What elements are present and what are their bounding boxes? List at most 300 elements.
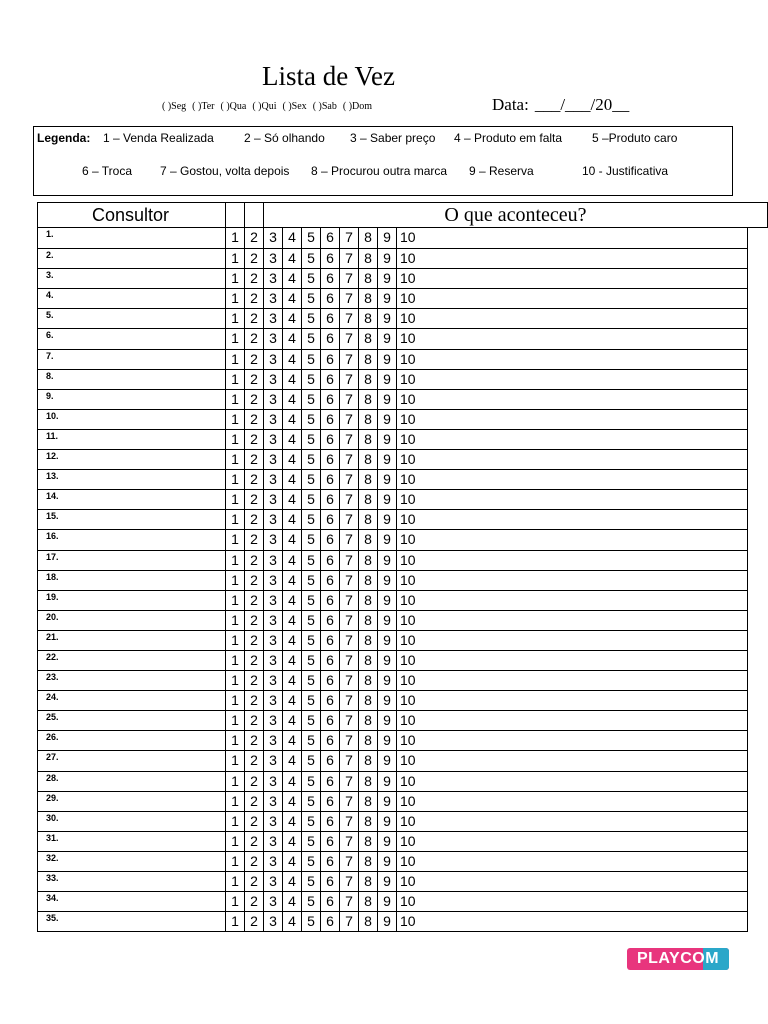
outcome-code-cell[interactable]: 1 [226, 651, 245, 670]
outcome-code-cell[interactable]: 7 [340, 510, 359, 529]
outcome-code-cell[interactable]: 10 [400, 350, 416, 367]
outcome-code-cell[interactable]: 8 [359, 631, 378, 650]
outcome-code-cell[interactable]: 3 [264, 772, 283, 791]
outcome-code-cell[interactable]: 1 [226, 249, 245, 268]
outcome-code-cell[interactable]: 2 [245, 350, 264, 369]
outcome-code-cell[interactable]: 8 [359, 872, 378, 891]
outcome-code-cell[interactable]: 9 [378, 591, 397, 610]
outcome-code-cell[interactable]: 6 [321, 490, 340, 509]
row-number[interactable]: 30. [38, 812, 226, 831]
outcome-code-cell[interactable]: 4 [283, 249, 302, 268]
outcome-code-cell[interactable]: 6 [321, 249, 340, 268]
outcome-code-cell[interactable]: 1 [226, 751, 245, 770]
outcome-code-cell[interactable]: 2 [245, 329, 264, 348]
outcome-code-cell[interactable]: 4 [283, 772, 302, 791]
outcome-code-cell[interactable]: 6 [321, 269, 340, 288]
outcome-code-cell[interactable]: 8 [359, 510, 378, 529]
row-number[interactable]: 20. [38, 611, 226, 630]
outcome-code-cell[interactable]: 1 [226, 470, 245, 489]
outcome-code-cell[interactable]: 4 [283, 591, 302, 610]
outcome-code-cell[interactable]: 9 [378, 530, 397, 549]
outcome-code-cell[interactable]: 7 [340, 912, 359, 931]
outcome-code-cell[interactable]: 1 [226, 350, 245, 369]
row-number[interactable]: 27. [38, 751, 226, 770]
outcome-code-cell[interactable]: 8 [359, 571, 378, 590]
outcome-code-cell[interactable]: 7 [340, 571, 359, 590]
row-number[interactable]: 5. [38, 309, 226, 328]
outcome-code-cell[interactable]: 5 [302, 892, 321, 911]
outcome-code-cell[interactable]: 1 [226, 410, 245, 429]
outcome-code-cell[interactable]: 10 [400, 651, 416, 668]
outcome-code-cell[interactable]: 4 [283, 571, 302, 590]
outcome-code-cell[interactable]: 8 [359, 289, 378, 308]
outcome-code-cell[interactable]: 2 [245, 711, 264, 730]
outcome-code-cell[interactable]: 6 [321, 812, 340, 831]
outcome-code-cell[interactable]: 9 [378, 872, 397, 891]
outcome-code-cell[interactable]: 9 [378, 731, 397, 750]
outcome-code-cell[interactable]: 10 [400, 611, 416, 628]
outcome-code-cell[interactable]: 1 [226, 912, 245, 931]
outcome-code-cell[interactable]: 2 [245, 430, 264, 449]
outcome-code-cell[interactable]: 8 [359, 490, 378, 509]
outcome-code-cell[interactable]: 8 [359, 711, 378, 730]
outcome-code-cell[interactable]: 10 [400, 893, 416, 910]
outcome-code-cell[interactable]: 2 [245, 370, 264, 389]
outcome-code-cell[interactable]: 7 [340, 751, 359, 770]
outcome-code-cell[interactable]: 1 [226, 370, 245, 389]
outcome-code-cell[interactable]: 9 [378, 289, 397, 308]
outcome-code-cell[interactable]: 9 [378, 249, 397, 268]
outcome-code-cell[interactable]: 3 [264, 450, 283, 469]
outcome-code-cell[interactable]: 7 [340, 370, 359, 389]
outcome-code-cell[interactable]: 9 [378, 691, 397, 710]
outcome-code-cell[interactable]: 10 [400, 551, 416, 568]
outcome-code-cell[interactable]: 3 [264, 490, 283, 509]
outcome-code-cell[interactable]: 4 [283, 792, 302, 811]
weekday-option[interactable]: ( )Sex [282, 101, 307, 112]
outcome-code-cell[interactable]: 9 [378, 309, 397, 328]
outcome-code-cell[interactable]: 2 [245, 410, 264, 429]
outcome-code-cell[interactable]: 8 [359, 731, 378, 750]
outcome-code-cell[interactable]: 1 [226, 631, 245, 650]
outcome-code-cell[interactable]: 8 [359, 329, 378, 348]
outcome-code-cell[interactable]: 3 [264, 289, 283, 308]
outcome-code-cell[interactable]: 1 [226, 571, 245, 590]
outcome-code-cell[interactable]: 3 [264, 832, 283, 851]
outcome-code-cell[interactable]: 10 [400, 672, 416, 689]
weekday-option[interactable]: ( )Sab [312, 101, 337, 112]
outcome-code-cell[interactable]: 2 [245, 510, 264, 529]
outcome-code-cell[interactable]: 9 [378, 470, 397, 489]
outcome-code-cell[interactable]: 8 [359, 450, 378, 469]
outcome-code-cell[interactable]: 5 [302, 591, 321, 610]
outcome-code-cell[interactable]: 2 [245, 249, 264, 268]
outcome-code-cell[interactable]: 1 [226, 289, 245, 308]
outcome-code-cell[interactable]: 10 [400, 471, 416, 488]
outcome-code-cell[interactable]: 4 [283, 410, 302, 429]
outcome-code-cell[interactable]: 1 [226, 872, 245, 891]
outcome-code-cell[interactable]: 2 [245, 832, 264, 851]
outcome-code-cell[interactable]: 9 [378, 852, 397, 871]
outcome-code-cell[interactable]: 7 [340, 872, 359, 891]
outcome-code-cell[interactable]: 4 [283, 350, 302, 369]
outcome-code-cell[interactable]: 7 [340, 852, 359, 871]
row-number[interactable]: 2. [38, 249, 226, 268]
outcome-code-cell[interactable]: 3 [264, 390, 283, 409]
outcome-code-cell[interactable]: 3 [264, 470, 283, 489]
outcome-code-cell[interactable]: 5 [302, 510, 321, 529]
row-number[interactable]: 19. [38, 591, 226, 610]
outcome-code-cell[interactable]: 9 [378, 772, 397, 791]
outcome-code-cell[interactable]: 8 [359, 832, 378, 851]
outcome-code-cell[interactable]: 6 [321, 671, 340, 690]
outcome-code-cell[interactable]: 6 [321, 289, 340, 308]
outcome-code-cell[interactable]: 8 [359, 772, 378, 791]
outcome-code-cell[interactable]: 1 [226, 731, 245, 750]
outcome-code-cell[interactable]: 5 [302, 832, 321, 851]
outcome-code-cell[interactable]: 5 [302, 611, 321, 630]
outcome-code-cell[interactable]: 1 [226, 490, 245, 509]
outcome-code-cell[interactable]: 7 [340, 792, 359, 811]
row-number[interactable]: 11. [38, 430, 226, 449]
outcome-code-cell[interactable]: 6 [321, 530, 340, 549]
outcome-code-cell[interactable]: 10 [400, 812, 416, 829]
outcome-code-cell[interactable]: 6 [321, 350, 340, 369]
outcome-code-cell[interactable]: 1 [226, 772, 245, 791]
outcome-code-cell[interactable]: 3 [264, 651, 283, 670]
outcome-code-cell[interactable]: 6 [321, 430, 340, 449]
outcome-code-cell[interactable]: 9 [378, 912, 397, 931]
outcome-code-cell[interactable]: 8 [359, 651, 378, 670]
outcome-code-cell[interactable]: 10 [400, 571, 416, 588]
outcome-code-cell[interactable]: 1 [226, 309, 245, 328]
outcome-code-cell[interactable]: 4 [283, 470, 302, 489]
row-number[interactable]: 23. [38, 671, 226, 690]
outcome-code-cell[interactable]: 3 [264, 410, 283, 429]
outcome-code-cell[interactable]: 4 [283, 731, 302, 750]
outcome-code-cell[interactable]: 7 [340, 390, 359, 409]
outcome-code-cell[interactable]: 5 [302, 329, 321, 348]
outcome-code-cell[interactable]: 2 [245, 530, 264, 549]
weekday-option[interactable]: ( )Ter [192, 101, 215, 112]
outcome-code-cell[interactable]: 6 [321, 852, 340, 871]
outcome-code-cell[interactable]: 1 [226, 450, 245, 469]
row-number[interactable]: 35. [38, 912, 226, 931]
outcome-code-cell[interactable]: 9 [378, 450, 397, 469]
outcome-code-cell[interactable]: 9 [378, 430, 397, 449]
outcome-code-cell[interactable]: 1 [226, 892, 245, 911]
outcome-code-cell[interactable]: 5 [302, 410, 321, 429]
outcome-code-cell[interactable]: 10 [400, 792, 416, 809]
outcome-code-cell[interactable]: 9 [378, 228, 397, 248]
outcome-code-cell[interactable]: 1 [226, 530, 245, 549]
outcome-code-cell[interactable]: 1 [226, 430, 245, 449]
outcome-code-cell[interactable]: 9 [378, 551, 397, 570]
row-number[interactable]: 29. [38, 792, 226, 811]
outcome-code-cell[interactable]: 4 [283, 832, 302, 851]
outcome-code-cell[interactable]: 7 [340, 530, 359, 549]
outcome-code-cell[interactable]: 3 [264, 872, 283, 891]
outcome-code-cell[interactable]: 6 [321, 611, 340, 630]
outcome-code-cell[interactable]: 7 [340, 892, 359, 911]
outcome-code-cell[interactable]: 10 [400, 873, 416, 889]
outcome-code-cell[interactable]: 6 [321, 309, 340, 328]
outcome-code-cell[interactable]: 1 [226, 390, 245, 409]
outcome-code-cell[interactable]: 2 [245, 591, 264, 610]
outcome-code-cell[interactable]: 10 [400, 692, 416, 709]
outcome-code-cell[interactable]: 10 [400, 330, 416, 347]
outcome-code-cell[interactable]: 7 [340, 691, 359, 710]
row-number[interactable]: 6. [38, 329, 226, 348]
outcome-code-cell[interactable]: 1 [226, 832, 245, 851]
outcome-code-cell[interactable]: 10 [400, 270, 416, 287]
outcome-code-cell[interactable]: 10 [400, 913, 416, 930]
outcome-code-cell[interactable]: 3 [264, 631, 283, 650]
outcome-code-cell[interactable]: 7 [340, 329, 359, 348]
outcome-code-cell[interactable]: 5 [302, 792, 321, 811]
outcome-code-cell[interactable]: 6 [321, 450, 340, 469]
outcome-code-cell[interactable]: 2 [245, 852, 264, 871]
outcome-code-cell[interactable]: 4 [283, 510, 302, 529]
row-number[interactable]: 10. [38, 410, 226, 429]
row-number[interactable]: 33. [38, 872, 226, 891]
outcome-code-cell[interactable]: 6 [321, 892, 340, 911]
outcome-code-cell[interactable]: 10 [400, 511, 416, 528]
outcome-code-cell[interactable]: 4 [283, 289, 302, 308]
row-number[interactable]: 1. [38, 228, 226, 248]
outcome-code-cell[interactable]: 3 [264, 852, 283, 871]
outcome-code-cell[interactable]: 2 [245, 872, 264, 891]
row-number[interactable]: 8. [38, 370, 226, 389]
outcome-code-cell[interactable]: 5 [302, 249, 321, 268]
outcome-code-cell[interactable]: 5 [302, 751, 321, 770]
outcome-code-cell[interactable]: 9 [378, 410, 397, 429]
outcome-code-cell[interactable]: 6 [321, 510, 340, 529]
outcome-code-cell[interactable]: 8 [359, 812, 378, 831]
outcome-code-cell[interactable]: 1 [226, 691, 245, 710]
outcome-code-cell[interactable]: 5 [302, 370, 321, 389]
outcome-code-cell[interactable]: 10 [400, 732, 416, 749]
outcome-code-cell[interactable]: 9 [378, 751, 397, 770]
outcome-code-cell[interactable]: 8 [359, 410, 378, 429]
outcome-code-cell[interactable]: 2 [245, 551, 264, 570]
outcome-code-cell[interactable]: 2 [245, 309, 264, 328]
outcome-code-cell[interactable]: 8 [359, 792, 378, 811]
outcome-code-cell[interactable]: 2 [245, 731, 264, 750]
outcome-code-cell[interactable]: 7 [340, 611, 359, 630]
outcome-code-cell[interactable]: 3 [264, 370, 283, 389]
outcome-code-cell[interactable]: 6 [321, 751, 340, 770]
outcome-code-cell[interactable]: 3 [264, 912, 283, 931]
outcome-code-cell[interactable]: 8 [359, 611, 378, 630]
outcome-code-cell[interactable]: 9 [378, 651, 397, 670]
outcome-code-cell[interactable]: 8 [359, 892, 378, 911]
outcome-code-cell[interactable]: 6 [321, 792, 340, 811]
outcome-code-cell[interactable]: 10 [400, 451, 416, 468]
outcome-code-cell[interactable]: 8 [359, 591, 378, 610]
row-number[interactable]: 26. [38, 731, 226, 750]
outcome-code-cell[interactable]: 10 [400, 631, 416, 648]
outcome-code-cell[interactable]: 6 [321, 832, 340, 851]
outcome-code-cell[interactable]: 4 [283, 812, 302, 831]
outcome-code-cell[interactable]: 9 [378, 792, 397, 811]
outcome-code-cell[interactable]: 8 [359, 350, 378, 369]
outcome-code-cell[interactable]: 7 [340, 309, 359, 328]
outcome-code-cell[interactable]: 2 [245, 611, 264, 630]
outcome-code-cell[interactable]: 2 [245, 912, 264, 931]
outcome-code-cell[interactable]: 7 [340, 490, 359, 509]
outcome-code-cell[interactable]: 7 [340, 430, 359, 449]
outcome-code-cell[interactable]: 1 [226, 812, 245, 831]
outcome-code-cell[interactable]: 10 [400, 430, 416, 447]
outcome-code-cell[interactable]: 1 [226, 510, 245, 529]
outcome-code-cell[interactable]: 7 [340, 591, 359, 610]
outcome-code-cell[interactable]: 3 [264, 329, 283, 348]
outcome-code-cell[interactable]: 9 [378, 671, 397, 690]
outcome-code-cell[interactable]: 10 [400, 229, 416, 245]
outcome-code-cell[interactable]: 5 [302, 390, 321, 409]
outcome-code-cell[interactable]: 8 [359, 249, 378, 268]
outcome-code-cell[interactable]: 9 [378, 571, 397, 590]
outcome-code-cell[interactable]: 4 [283, 309, 302, 328]
outcome-code-cell[interactable]: 9 [378, 370, 397, 389]
outcome-code-cell[interactable]: 1 [226, 269, 245, 288]
outcome-code-cell[interactable]: 1 [226, 551, 245, 570]
outcome-code-cell[interactable]: 7 [340, 711, 359, 730]
outcome-code-cell[interactable]: 5 [302, 671, 321, 690]
outcome-code-cell[interactable]: 2 [245, 390, 264, 409]
outcome-code-cell[interactable]: 2 [245, 631, 264, 650]
row-number[interactable]: 16. [38, 530, 226, 549]
outcome-code-cell[interactable]: 3 [264, 611, 283, 630]
outcome-code-cell[interactable]: 7 [340, 289, 359, 308]
row-number[interactable]: 9. [38, 390, 226, 409]
outcome-code-cell[interactable]: 5 [302, 691, 321, 710]
weekday-option[interactable]: ( )Qui [252, 101, 277, 112]
outcome-code-cell[interactable]: 1 [226, 329, 245, 348]
outcome-code-cell[interactable]: 2 [245, 289, 264, 308]
outcome-code-cell[interactable]: 3 [264, 530, 283, 549]
outcome-code-cell[interactable]: 6 [321, 651, 340, 670]
outcome-code-cell[interactable]: 8 [359, 309, 378, 328]
outcome-code-cell[interactable]: 5 [302, 470, 321, 489]
outcome-code-cell[interactable]: 4 [283, 530, 302, 549]
weekday-option[interactable]: ( )Seg [162, 101, 187, 112]
outcome-code-cell[interactable]: 6 [321, 228, 340, 248]
outcome-code-cell[interactable]: 10 [400, 752, 416, 769]
outcome-code-cell[interactable]: 2 [245, 691, 264, 710]
outcome-code-cell[interactable]: 4 [283, 551, 302, 570]
outcome-code-cell[interactable]: 4 [283, 691, 302, 710]
outcome-code-cell[interactable]: 4 [283, 912, 302, 931]
outcome-code-cell[interactable]: 2 [245, 470, 264, 489]
outcome-code-cell[interactable]: 7 [340, 812, 359, 831]
outcome-code-cell[interactable]: 3 [264, 430, 283, 449]
outcome-code-cell[interactable]: 6 [321, 329, 340, 348]
outcome-code-cell[interactable]: 10 [400, 410, 416, 427]
outcome-code-cell[interactable]: 5 [302, 530, 321, 549]
outcome-code-cell[interactable]: 8 [359, 530, 378, 549]
outcome-code-cell[interactable]: 3 [264, 269, 283, 288]
row-number[interactable]: 21. [38, 631, 226, 650]
outcome-code-cell[interactable]: 6 [321, 370, 340, 389]
outcome-code-cell[interactable]: 2 [245, 792, 264, 811]
outcome-code-cell[interactable]: 3 [264, 228, 283, 248]
outcome-code-cell[interactable]: 5 [302, 852, 321, 871]
outcome-code-cell[interactable]: 7 [340, 269, 359, 288]
outcome-code-cell[interactable]: 10 [400, 591, 416, 608]
outcome-code-cell[interactable]: 8 [359, 390, 378, 409]
outcome-code-cell[interactable]: 6 [321, 912, 340, 931]
outcome-code-cell[interactable]: 3 [264, 249, 283, 268]
outcome-code-cell[interactable]: 5 [302, 450, 321, 469]
outcome-code-cell[interactable]: 4 [283, 228, 302, 248]
outcome-code-cell[interactable]: 10 [400, 712, 416, 729]
outcome-code-cell[interactable]: 5 [302, 872, 321, 891]
outcome-code-cell[interactable]: 6 [321, 711, 340, 730]
outcome-code-cell[interactable]: 4 [283, 751, 302, 770]
outcome-code-cell[interactable]: 2 [245, 651, 264, 670]
outcome-code-cell[interactable]: 7 [340, 350, 359, 369]
outcome-code-cell[interactable]: 10 [400, 772, 416, 789]
outcome-code-cell[interactable]: 5 [302, 551, 321, 570]
outcome-code-cell[interactable]: 3 [264, 691, 283, 710]
weekday-option[interactable]: ( )Qua [220, 101, 247, 112]
outcome-code-cell[interactable]: 6 [321, 470, 340, 489]
outcome-code-cell[interactable]: 10 [400, 370, 416, 387]
outcome-code-cell[interactable]: 5 [302, 228, 321, 248]
outcome-code-cell[interactable]: 2 [245, 490, 264, 509]
outcome-code-cell[interactable]: 5 [302, 731, 321, 750]
outcome-code-cell[interactable]: 1 [226, 228, 245, 248]
outcome-code-cell[interactable]: 5 [302, 912, 321, 931]
outcome-code-cell[interactable]: 7 [340, 631, 359, 650]
row-number[interactable]: 22. [38, 651, 226, 670]
row-number[interactable]: 13. [38, 470, 226, 489]
outcome-code-cell[interactable]: 10 [400, 250, 416, 267]
row-number[interactable]: 25. [38, 711, 226, 730]
outcome-code-cell[interactable]: 3 [264, 309, 283, 328]
outcome-code-cell[interactable]: 4 [283, 671, 302, 690]
outcome-code-cell[interactable]: 9 [378, 631, 397, 650]
outcome-code-cell[interactable]: 4 [283, 872, 302, 891]
outcome-code-cell[interactable]: 4 [283, 269, 302, 288]
row-number[interactable]: 31. [38, 832, 226, 851]
outcome-code-cell[interactable]: 2 [245, 228, 264, 248]
row-number[interactable]: 4. [38, 289, 226, 308]
outcome-code-cell[interactable]: 9 [378, 510, 397, 529]
outcome-code-cell[interactable]: 3 [264, 812, 283, 831]
row-number[interactable]: 34. [38, 892, 226, 911]
outcome-code-cell[interactable]: 2 [245, 772, 264, 791]
outcome-code-cell[interactable]: 10 [400, 491, 416, 508]
row-number[interactable]: 15. [38, 510, 226, 529]
outcome-code-cell[interactable]: 4 [283, 450, 302, 469]
row-number[interactable]: 3. [38, 269, 226, 288]
outcome-code-cell[interactable]: 7 [340, 450, 359, 469]
outcome-code-cell[interactable]: 3 [264, 510, 283, 529]
outcome-code-cell[interactable]: 1 [226, 591, 245, 610]
outcome-code-cell[interactable]: 4 [283, 711, 302, 730]
outcome-code-cell[interactable]: 6 [321, 872, 340, 891]
outcome-code-cell[interactable]: 3 [264, 671, 283, 690]
outcome-code-cell[interactable]: 3 [264, 350, 283, 369]
outcome-code-cell[interactable]: 10 [400, 852, 416, 869]
outcome-code-cell[interactable]: 10 [400, 832, 416, 849]
outcome-code-cell[interactable]: 9 [378, 490, 397, 509]
outcome-code-cell[interactable]: 6 [321, 772, 340, 791]
outcome-code-cell[interactable]: 4 [283, 631, 302, 650]
